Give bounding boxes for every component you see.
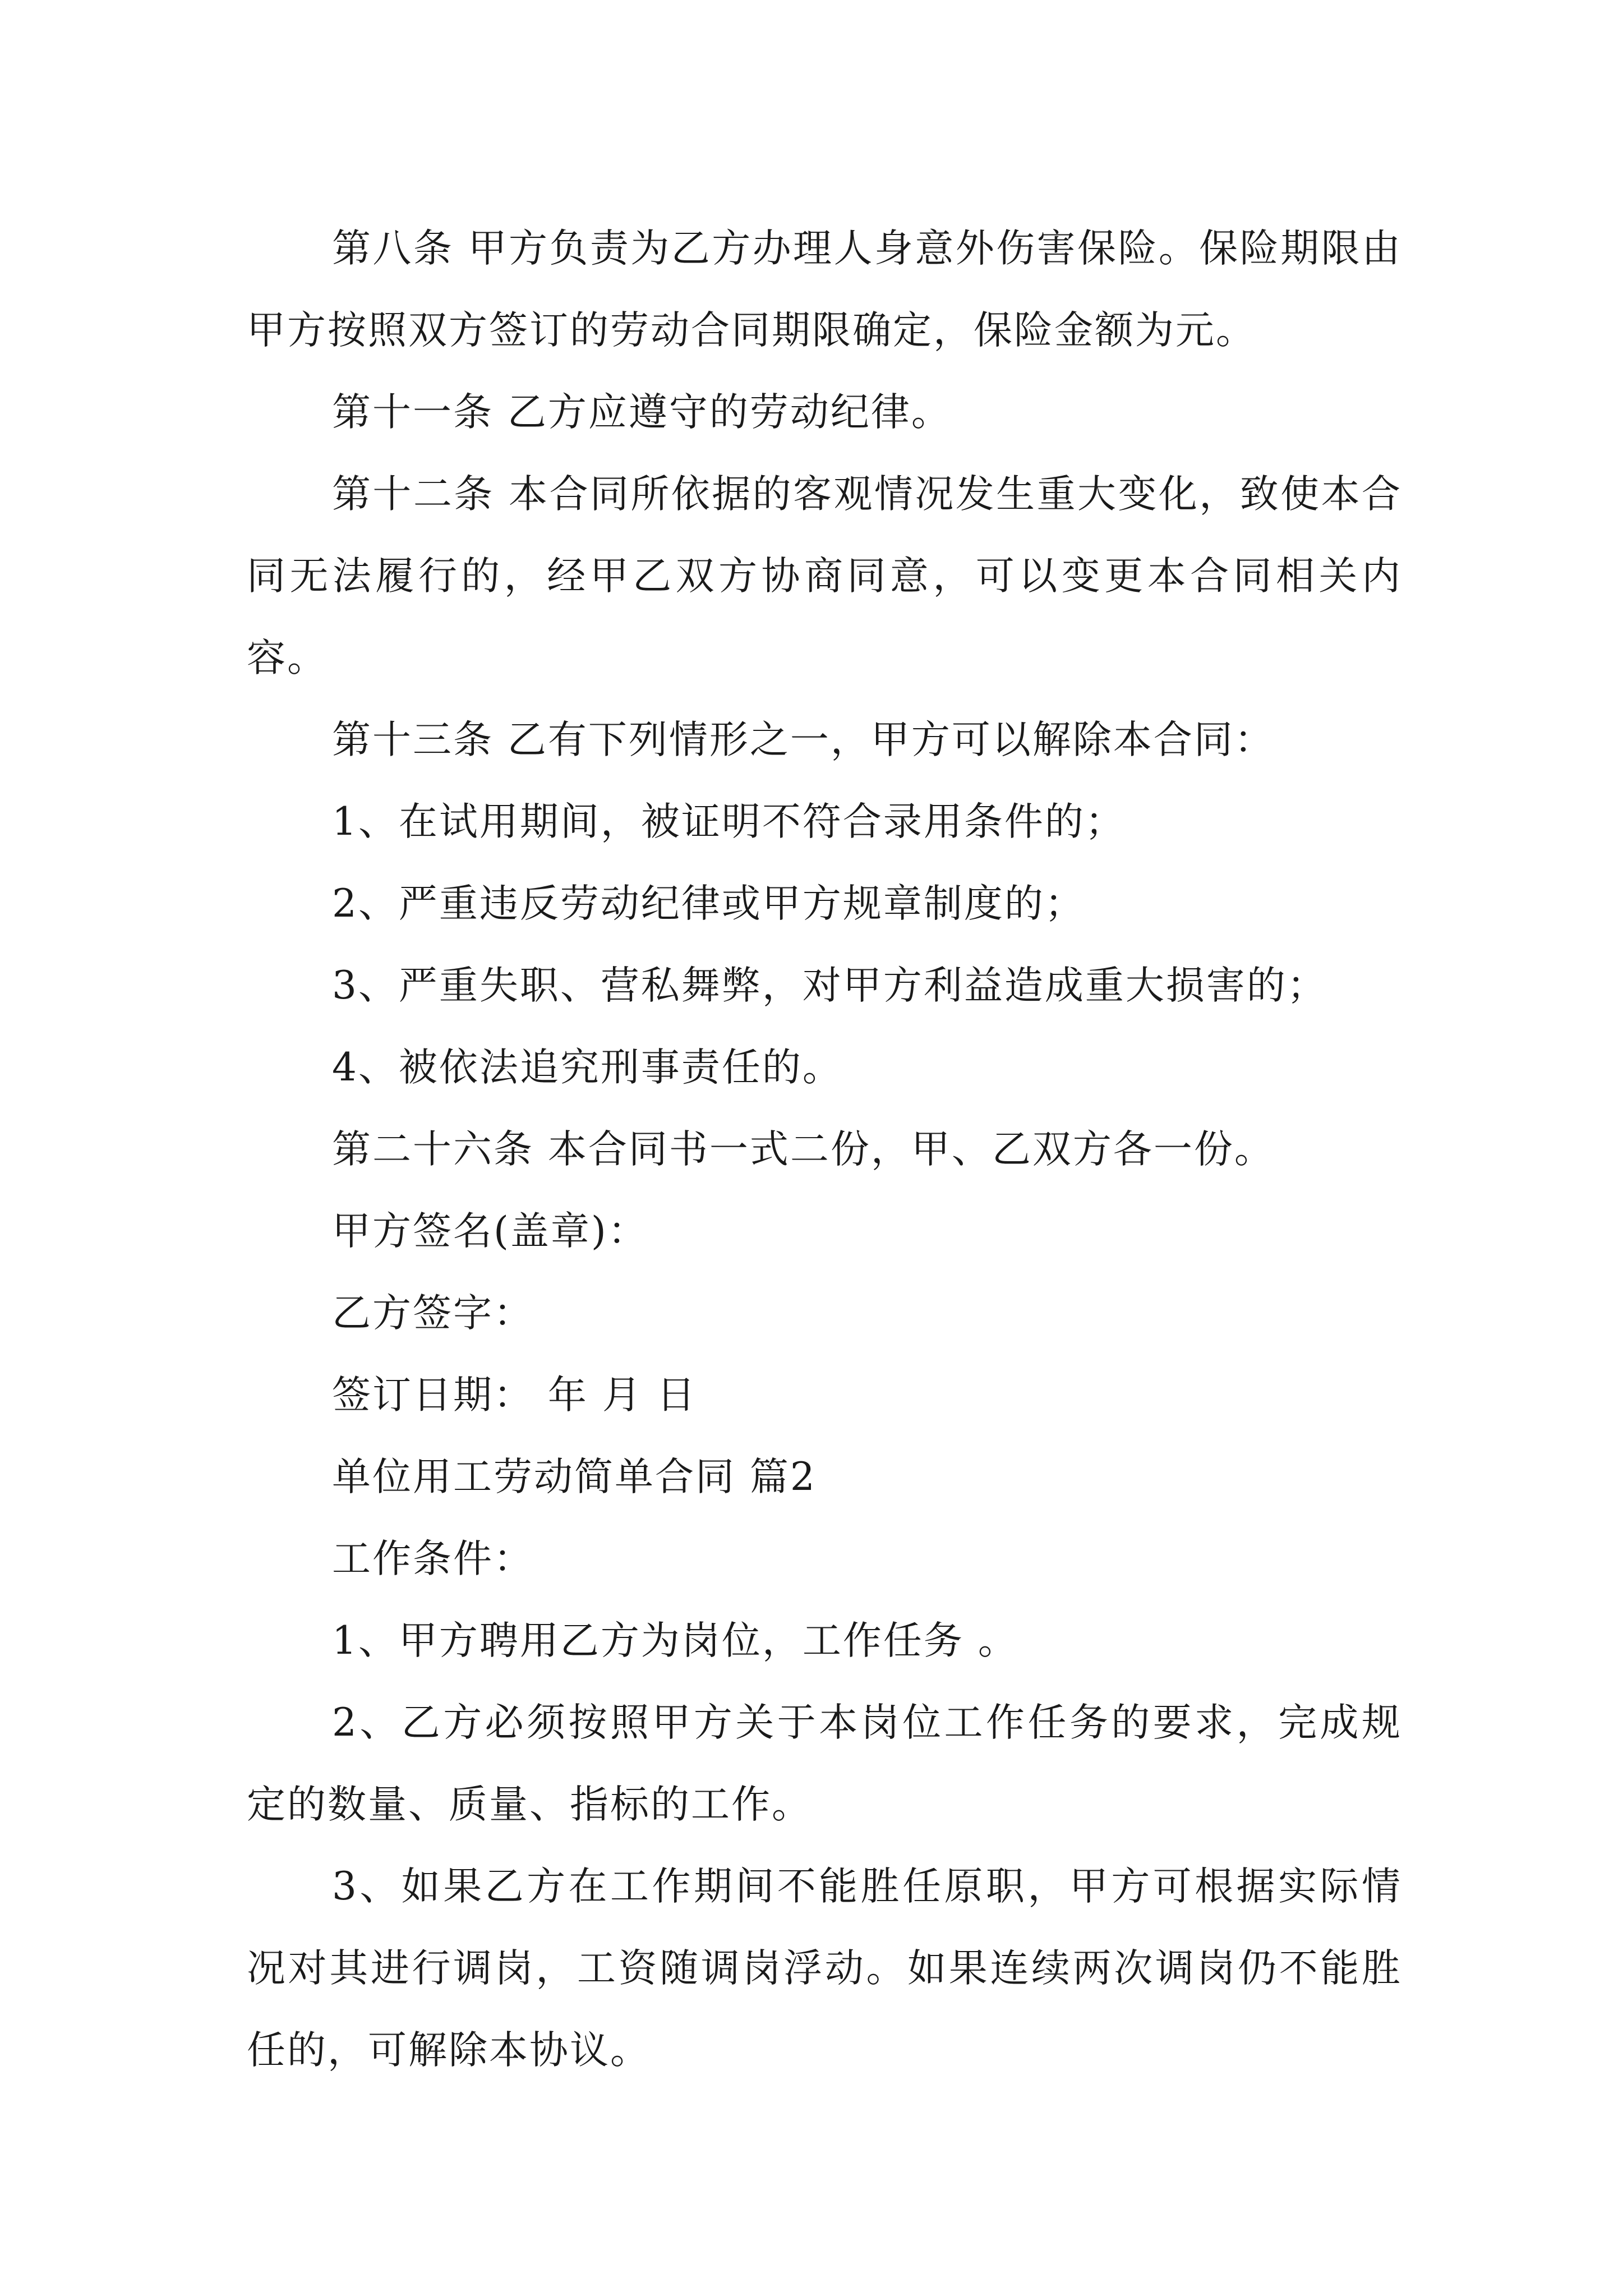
work-item-3: 3、如果乙方在工作期间不能胜任原职，甲方可根据实际情况对其进行调岗，工资随调岗浮动。如果连续两次调岗仍不能胜任的，可解除本协议。 <box>247 1864 1402 2073</box>
document-body <box>247 208 1402 2091</box>
list-item-4: 4、被依法追究刑事责任的。 <box>332 1045 843 1090</box>
clause-12-paragraph: 第十二条 本合同所依据的客观情况发生重大变化，致使本合同无法履行的，经甲乙双方协商同意，可以变更本合同相关内容。 <box>247 472 1402 680</box>
list-item-2: 2、严重违反劳动纪律或甲方规章制度的； <box>332 881 1085 926</box>
list-item-1: 1、在试用期间，被证明不符合录用条件的； <box>332 799 1126 844</box>
clause-26-paragraph: 第二十六条 本合同书一式二份，甲、乙双方各一份。 <box>332 1127 1275 1172</box>
signing-date-line: 签订日期： 年 月 日 <box>332 1373 697 1418</box>
party-a-signature-line: 甲方签名(盖章)： <box>332 1209 648 1254</box>
work-item-2: 2、乙方必须按照甲方关于本岗位工作任务的要求，完成规定的数量、质量、指标的工作。 <box>247 1700 1402 1827</box>
clause-11-paragraph: 第十一条 乙方应遵守的劳动纪律。 <box>332 390 952 435</box>
party-b-signature-line: 乙方签字： <box>332 1291 534 1336</box>
list-item-3: 3、严重失职、营私舞弊，对甲方利益造成重大损害的； <box>332 963 1327 1008</box>
clause-8-paragraph: 第八条 甲方负责为乙方办理人身意外伤害保险。保险期限由甲方按照双方签订的劳动合同期限确定，保险金额为元。 <box>247 226 1402 353</box>
work-conditions-heading: 工作条件： <box>332 1536 534 1581</box>
section-heading: 单位用工劳动简单合同 篇2 <box>332 1455 817 1499</box>
clause-13-paragraph: 第十三条 乙有下列情形之一，甲方可以解除本合同： <box>332 717 1275 762</box>
work-item-1: 1、甲方聘用乙方为岗位，工作任务 。 <box>332 1618 1018 1663</box>
